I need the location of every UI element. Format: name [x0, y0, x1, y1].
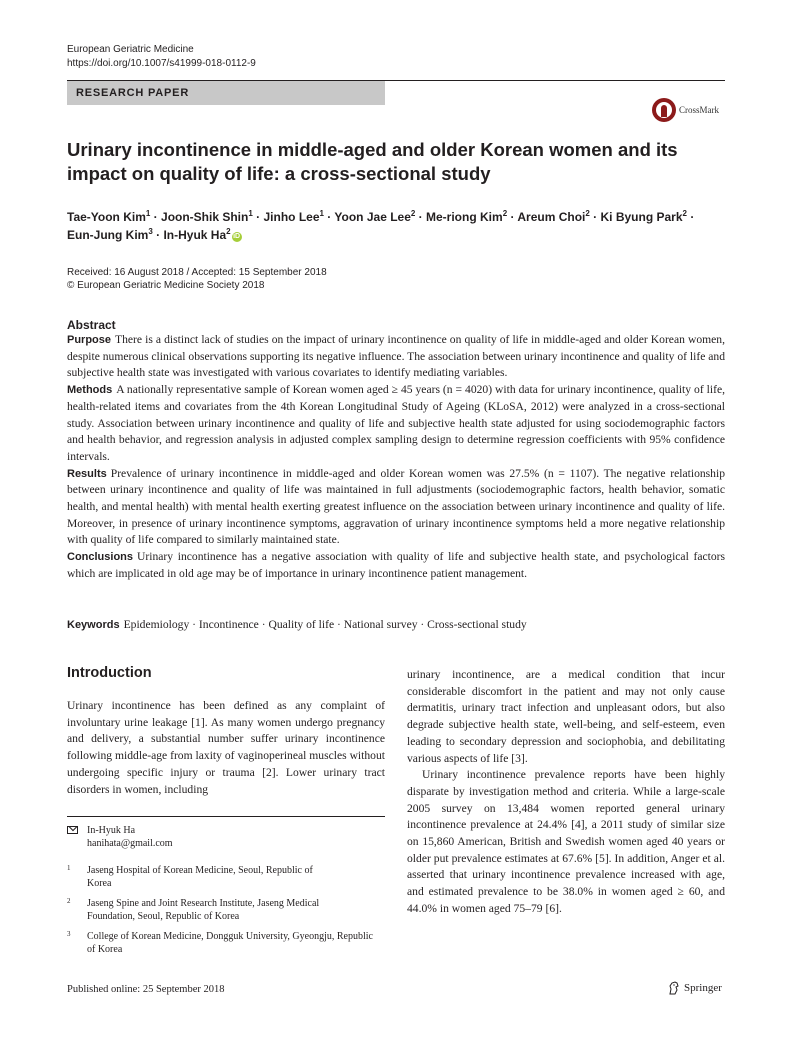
abstract	[67, 318, 725, 583]
purpose-text: There is a distinct lack of studies on the impact of urinary incontinence on quality of life in middle-aged and older Korean women, despite numerous clinical observations supporting its negative influence. The association between urinary incontinence and quality of life and subjective health state was investigated with various covariates to identify mediating variables.	[67, 333, 725, 380]
affiliation-text: College of Korean Medicine, Dongguk University, Gyeongju, Republic of Korea	[87, 931, 373, 955]
author-affiliation: 1	[145, 209, 151, 218]
paper-title: Urinary incontinence in middle-aged and older Korean women and its impact on quality of life: a cross-sectional study	[67, 139, 678, 184]
abstract-conclusions	[67, 549, 725, 582]
publisher-name: Springer	[684, 982, 722, 994]
springer-horse-icon	[668, 981, 680, 995]
intro-paragraph: Urinary incontinence has been defined as any complaint of involuntary urine leakage [1]. As many women undergo pregnancy and delivery, a substantial number suffer urinary incontinence following middle-age from laxity of vaginoperineal muscles without undergoing specific injury or trauma [2]. Lower urinary tract disorders in women, including	[67, 699, 385, 796]
abstract-heading: Abstract	[67, 318, 116, 332]
corresponding-author	[67, 824, 385, 852]
author-affiliation: 3	[148, 227, 153, 236]
received-accepted: Received: 16 August 2018 / Accepted: 15 September 2018	[67, 267, 327, 278]
author-affiliation: 1	[319, 209, 324, 218]
abstract-results	[67, 466, 725, 550]
author-affiliation: 2	[682, 209, 687, 218]
author: Jinho Lee	[263, 210, 320, 224]
affiliation-text: Jaseng Spine and Joint Research Institute, Jaseng Medical Foundation, Seoul, Republic of Korea	[87, 898, 320, 922]
orcid-icon[interactable]: iD	[233, 233, 241, 240]
methods-text: A nationally representative sample of Korean women aged ≥ 45 years (n = 4020) with data for urinary incontinence, quality of life, health-related items and covariates from the 4th Korean Longitudinal Study of Ageing (KLoSA, 2012) were analyzed in a cross-sectional study. Association between urinary incontinence and quality of life and subjective health state adjusted for using sociodemographic factors and health behavior, and regression analysis in adjusted complex sampling design to determine regression coefficients with 95% confidence intervals.	[67, 383, 725, 463]
author: Ki Byung Park	[600, 210, 683, 224]
purpose-label: Purpose	[67, 334, 112, 346]
author-affiliation: 1	[248, 209, 253, 218]
author-affiliation: 2	[585, 209, 590, 218]
affiliation-2	[67, 897, 385, 925]
affiliation-number: 3	[67, 930, 71, 938]
affiliation-3	[67, 930, 385, 958]
intro-paragraph: Urinary incontinence prevalence reports have been highly disparate by investigation method and criteria. While a large-scale 2005 survey on 13,484 women reported general urinary incontinence prevalence at 24.4% [4], a 2011 study of similar size on 15,860 American, British and Swedish women aged 40 years or older put prevalence estimates at 67.6% [5]. In addition, Anger et al. asserted that urinary incontinence prevalence increased with age, and estimated prevalence to be 38.0% in women aged ≥ 60, and 44.0% in women aged 75–79 [6].	[407, 768, 725, 915]
author: In-Hyuk Ha	[163, 228, 227, 242]
journal-header	[67, 43, 256, 71]
author: Areum Choi	[517, 210, 586, 224]
results-label: Results	[67, 467, 107, 480]
conclusions-label: Conclusions	[67, 551, 134, 564]
crossmark-badge[interactable]	[652, 97, 719, 123]
left-column	[67, 664, 385, 798]
abstract-purpose	[67, 332, 725, 382]
footnote-rule	[67, 816, 385, 817]
crossmark-label: CrossMark	[679, 105, 719, 115]
author: Tae-Yoon Kim	[67, 210, 146, 224]
author-affiliation: 2	[410, 209, 416, 218]
author: Eun-Jung Kim	[67, 228, 149, 242]
keywords-label: Keywords	[67, 619, 120, 631]
author-affiliation: 2	[226, 227, 231, 236]
corresponding-name: In-Hyuk Ha	[87, 825, 136, 836]
article-dates	[67, 266, 327, 292]
right-column	[407, 667, 725, 918]
journal-name: European Geriatric Medicine	[67, 44, 194, 55]
abstract-methods	[67, 382, 725, 466]
section-band	[67, 81, 385, 105]
keywords-text: Epidemiology · Incontinence · Quality of life · National survey · Cross-sectional study	[123, 618, 527, 631]
intro-paragraph: urinary incontinence, are a medical condition that incur considerable discomfort in the patient and may not only cause dermatitis, urinary tract infection and unpleasant odors, but also degrade subjective health state, well-being, and self-esteem, even leading to secondary depression and sociophobia, and debilitating various aspects of life [3].	[407, 668, 725, 765]
doi-link[interactable]: https://doi.org/10.1007/s41999-018-0112-9	[67, 58, 256, 69]
keywords	[67, 617, 725, 633]
crossmark-icon	[652, 98, 676, 122]
copyright: © European Geriatric Medicine Society 2018	[67, 280, 265, 291]
conclusions-text: Urinary incontinence has a negative association with quality of life and subjective health state, and psychological factors which are implicated in old age may be of importance in urinary incontinence patient management.	[67, 550, 725, 580]
methods-label: Methods	[67, 384, 113, 397]
affiliation-number: 2	[67, 897, 71, 905]
affiliation-text: Jaseng Hospital of Korean Medicine, Seoul, Republic of Korea	[87, 865, 313, 889]
author-list: Tae-Yoon Kim$^1$ · Joon-Shik Shin$^1$ · Jinho Lee$^1$ · Yoon Jae Lee$^2$ · Me-riong Kim$^2$ · Areum Choi$^2$ · Ki Byung Park$^2$ · Eun-Jung Kim$^3$ · In-Hyuk Ha$^2$iD	[67, 209, 695, 242]
author: Me-riong Kim	[426, 210, 503, 224]
corresponding-email[interactable]: hanihata@gmail.com	[87, 838, 173, 849]
section-label: RESEARCH PAPER	[76, 87, 190, 99]
author-affiliation: 2	[502, 209, 508, 218]
affiliation-1	[67, 864, 385, 892]
author: Joon-Shik Shin	[161, 210, 249, 224]
author: Yoon Jae Lee	[334, 210, 411, 224]
envelope-icon	[67, 826, 78, 834]
results-text: Prevalence of urinary incontinence in middle-aged and older Korean women was 27.5% (n = 1107). The negative relationship between urinary incontinence and quality of life was maintained in full adjustments (sociodemographic factors, health behavior, somatic health, and mental health) with mental health exerting greatest influence on the association between urinary incontinence and quality of life. Moreover, in presence of urinary incontinence symptoms, aggravation of urinary incontinence symptoms held a more negative relationship with quality of life compared to similarly maintained state.	[67, 466, 725, 547]
affiliation-number: 1	[67, 864, 71, 872]
published-date: Published online: 25 September 2018	[67, 984, 225, 995]
publisher-logo	[668, 981, 722, 995]
introduction-heading: Introduction	[67, 665, 152, 681]
